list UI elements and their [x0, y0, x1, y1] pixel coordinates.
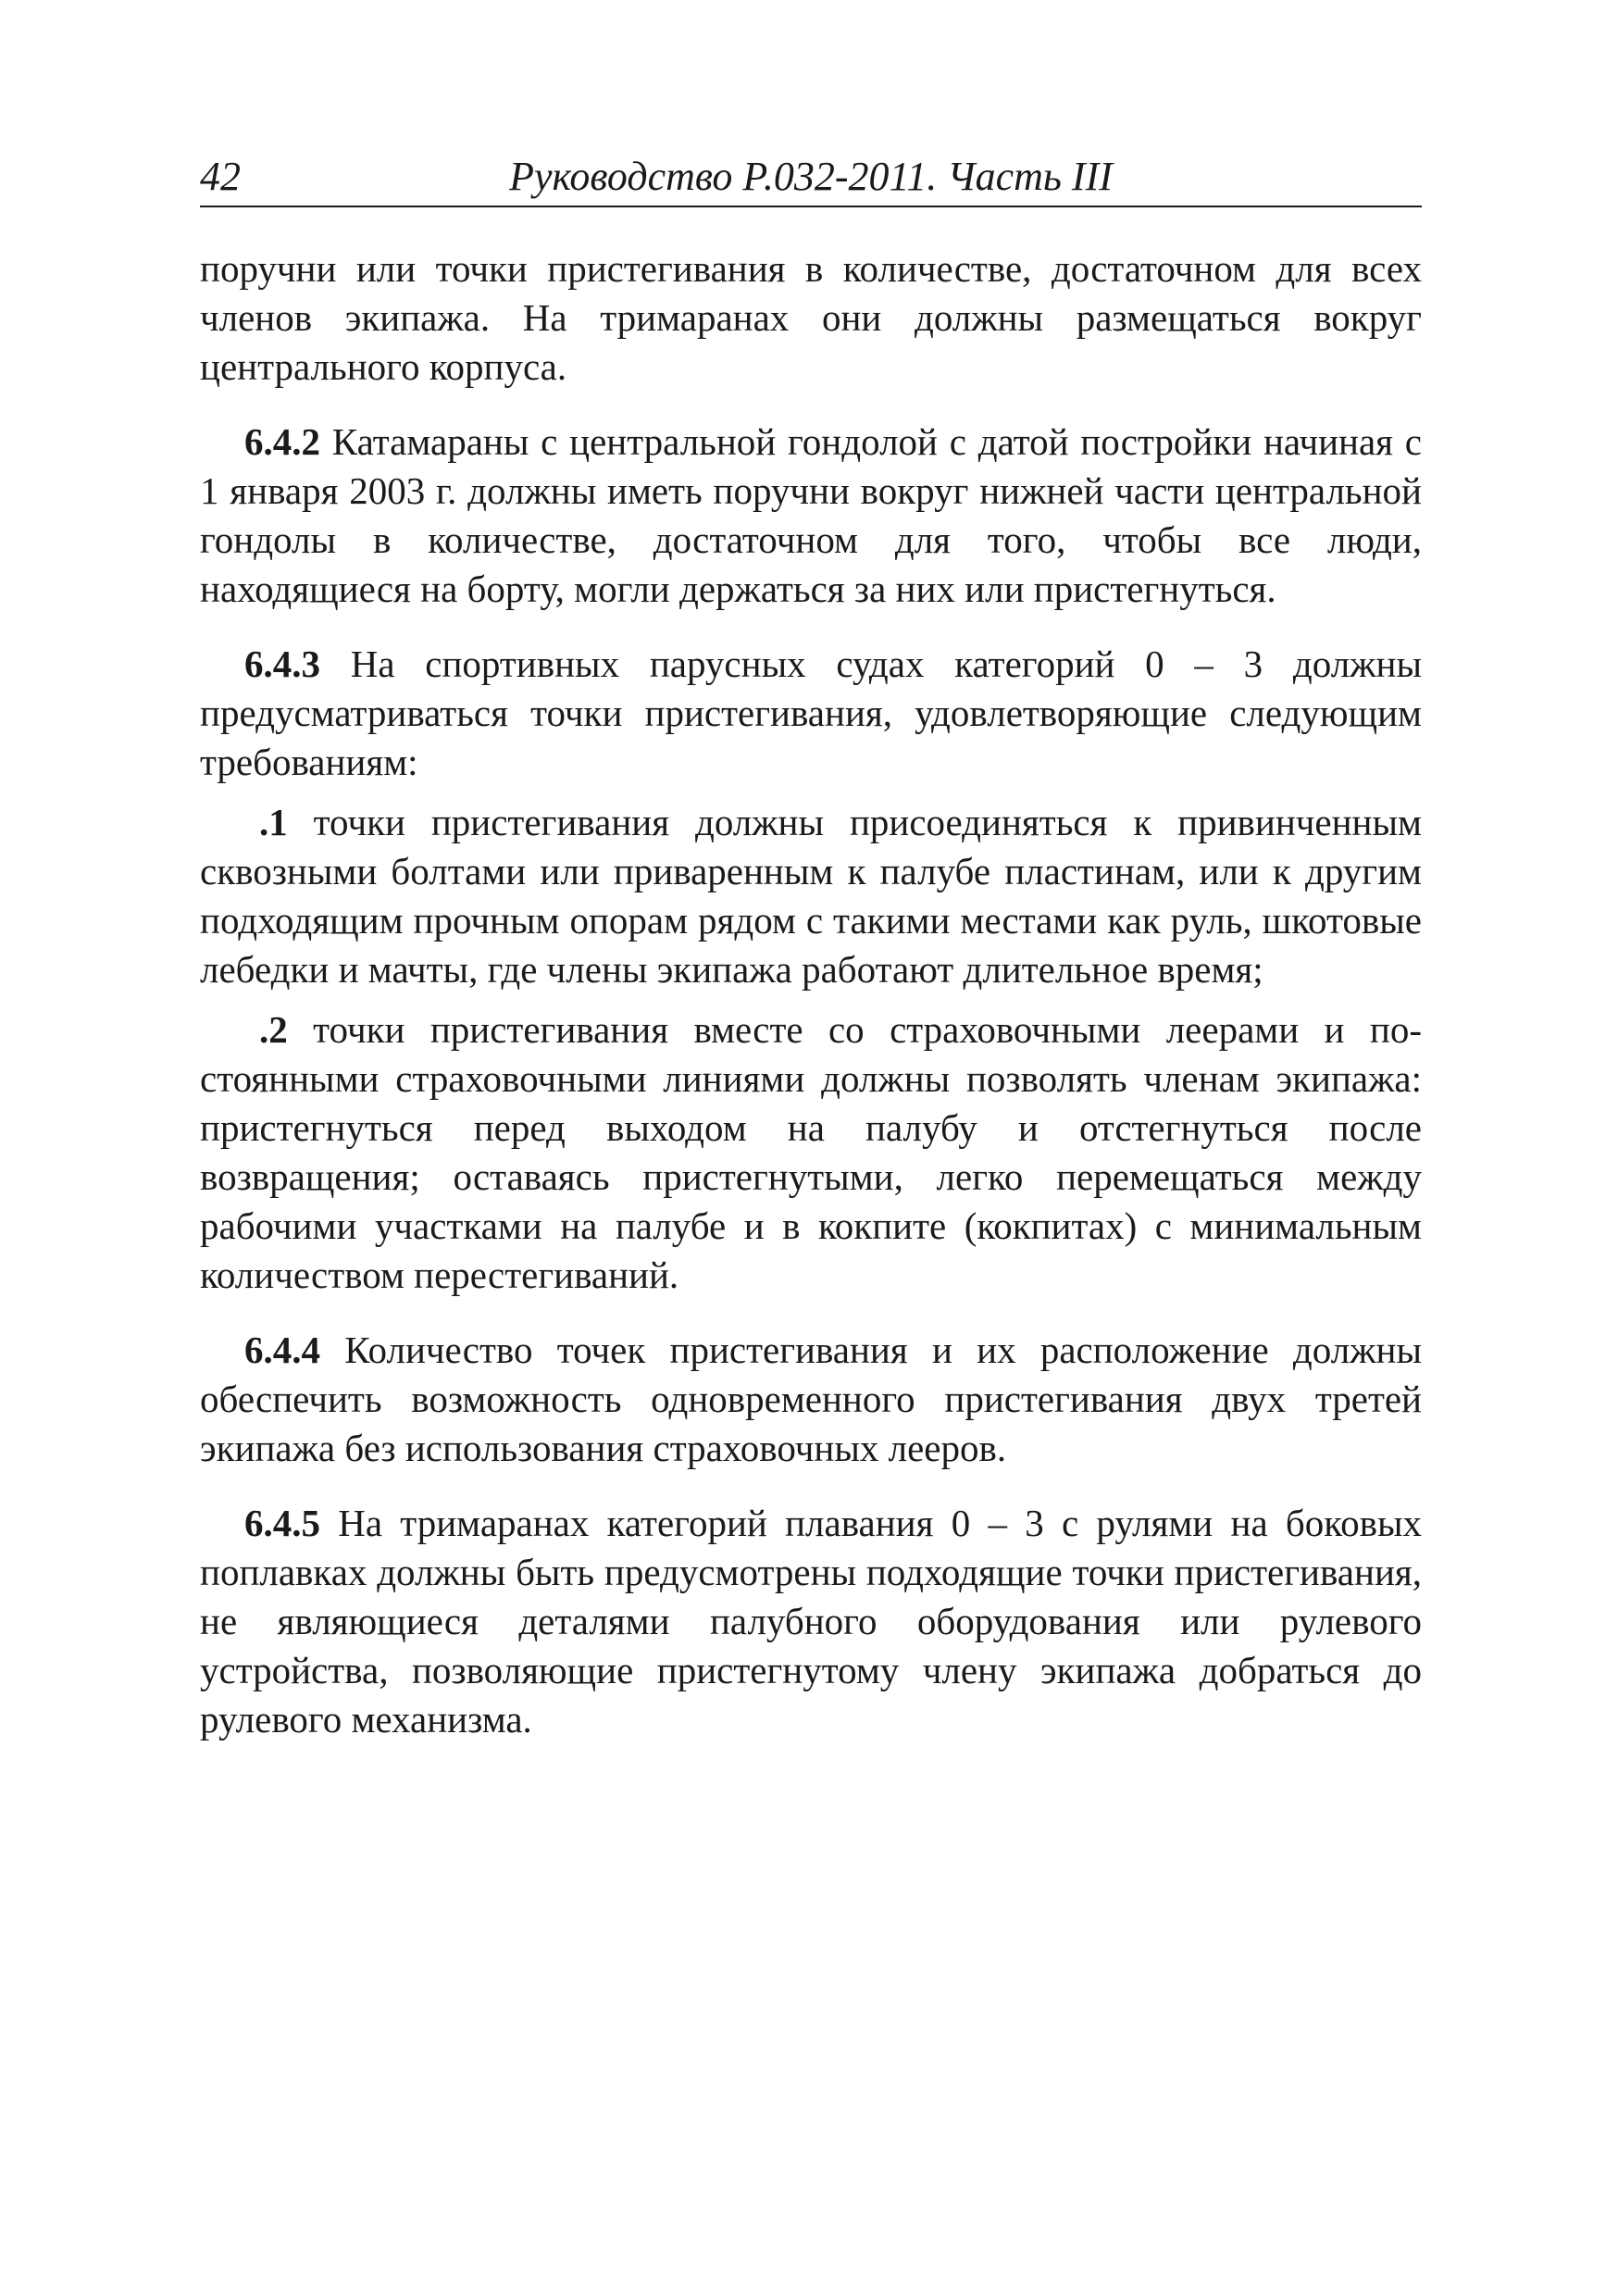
section-6-4-2 — [200, 418, 1422, 614]
section-number: 6.4.5 — [244, 1502, 320, 1544]
section-6-4-4 — [200, 1326, 1422, 1473]
paragraph-text: точки пристегивания вместе со страховочными леерами и постоянными страховочными линиями должны позволять членам экипажа: пристегнуться перед выходом на палубу и отстегнуться после возвращения; оставаясь пристегнутыми, легко перемещаться между рабочими участками на палубе и в кокпите (кокпитах) с минимальным количеством перестегиваний. — [200, 1008, 1422, 1296]
section-number: 6.4.3 — [244, 643, 320, 685]
paragraph-text: Катамараны с центральной гондолой с датой постройки начиная с 1 января 2003 г. должны иметь поручни вокруг нижней части центральной гондолы в количестве, достаточном для того, чтобы все люди, находящиеся на борту, могли держаться за них или пристегнуться. — [200, 420, 1422, 610]
section-number: 6.4.2 — [244, 420, 320, 463]
paragraph-text: На тримаранах категорий плавания 0 – 3 с рулями на боковых поплавках должны быть предусмотрены подходящие точки пристегивания, не являющиеся деталями палубного оборудования или рулевого устройства, позволяющие пристегнутому члену экипажа добраться до рулевого механизма. — [200, 1502, 1422, 1741]
paragraph-text: точки пристегивания должны присоединяться к привинченным сквозными болтами или приваренным к палубе пластинам, или к другим подходящим прочным опорам рядом с такими местами как руль, шкотовые лебедки и мачты, где члены экипажа работают длительное время; — [200, 801, 1422, 991]
paragraph-text: Количество точек пристегивания и их расположение должны обеспечить возможность одновременного пристегивания двух третей экипажа без использования страховочных лееров. — [200, 1329, 1422, 1469]
page-header — [200, 148, 1422, 207]
intro-paragraph — [200, 244, 1422, 392]
page-number: 42 — [200, 154, 241, 199]
body-text — [200, 244, 1422, 1744]
section-6-4-5 — [200, 1499, 1422, 1744]
item-number: .1 — [259, 801, 288, 843]
paragraph-text: поручни или точки пристегивания в количестве, достаточном для всех членов экипажа. На тримаранах они должны размещаться вокруг центрального корпуса. — [200, 247, 1422, 388]
list-item-1 — [200, 798, 1422, 994]
section-6-4-3 — [200, 640, 1422, 787]
paragraph-text: На спортивных парусных судах категорий 0 – 3 должны предусматриваться точки пристегивания, удовлетворяющие следующим требованиям: — [200, 643, 1422, 783]
list-item-2 — [200, 1005, 1422, 1300]
item-number: .2 — [259, 1008, 288, 1051]
running-title: Руководство Р.032-2011. Часть III — [509, 154, 1113, 199]
section-number: 6.4.4 — [244, 1329, 320, 1371]
